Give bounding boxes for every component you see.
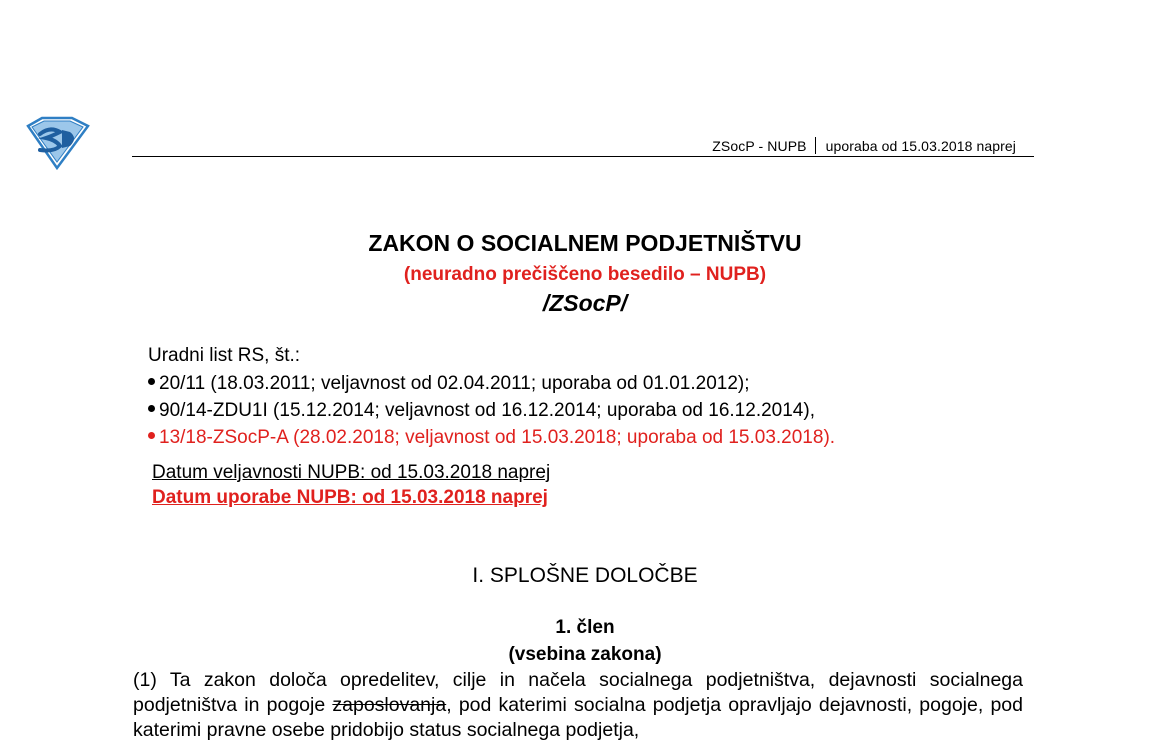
header-rule bbox=[132, 156, 1034, 157]
gazette-item-text: 13/18-ZSocP-A (28.02.2018; veljavnost od 15.03.2018; uporaba od 15.03.2018). bbox=[159, 427, 836, 448]
chapter-title: I. SPLOŠNE DOLOČBE bbox=[472, 564, 698, 587]
running-header bbox=[712, 137, 1016, 154]
gazette-item bbox=[148, 370, 835, 397]
header-doc-short: ZSocP - NUPB bbox=[712, 138, 807, 154]
bullet-icon bbox=[148, 378, 155, 385]
paragraph-text: (1) Ta zakon določa opredelitev, cilje in načela socialnega podjetništva, dejavnosti socialnega podjetništva in pogoje bbox=[133, 669, 1023, 716]
article-title: (vsebina zakona) bbox=[508, 644, 662, 665]
paragraph-text: , pod katerimi socialna podjetja opravljajo dejavnosti, pogoje, pod katerimi pravne osebe pridobijo status socialnega podjetja, bbox=[133, 694, 1023, 741]
law-subtitle: (neuradno prečiščeno besedilo – NUPB) bbox=[403, 264, 767, 285]
header-usage-note: uporaba od 15.03.2018 naprej bbox=[825, 138, 1016, 154]
validity-date: Datum veljavnosti NUPB: od 15.03.2018 naprej bbox=[152, 462, 551, 483]
article-paragraph bbox=[133, 668, 1023, 743]
header-separator bbox=[815, 137, 816, 154]
law-title: ZAKON O SOCIALNEM PODJETNIŠTVU bbox=[368, 230, 802, 256]
gazette-item bbox=[148, 424, 835, 451]
bullet-icon bbox=[148, 432, 155, 439]
gazette-item-text: 90/14-ZDU1I (15.12.2014; veljavnost od 16.12.2014; uporaba od 16.12.2014), bbox=[159, 400, 815, 421]
usage-date: Datum uporabe NUPB: od 15.03.2018 naprej bbox=[152, 487, 548, 508]
gazette-item-text: 20/11 (18.03.2011; veljavnost od 02.04.2011; uporaba od 01.01.2012); bbox=[159, 373, 750, 394]
article-number: 1. člen bbox=[555, 617, 615, 638]
law-abbreviation: /ZSocP/ bbox=[542, 290, 628, 316]
gazette-item bbox=[148, 397, 835, 424]
bullet-icon bbox=[148, 405, 155, 412]
shield-logo-icon bbox=[22, 116, 92, 170]
gazette-list bbox=[148, 370, 835, 451]
gazette-heading: Uradni list RS, št.: bbox=[148, 345, 301, 366]
struck-text: zaposlovanja bbox=[332, 694, 447, 716]
